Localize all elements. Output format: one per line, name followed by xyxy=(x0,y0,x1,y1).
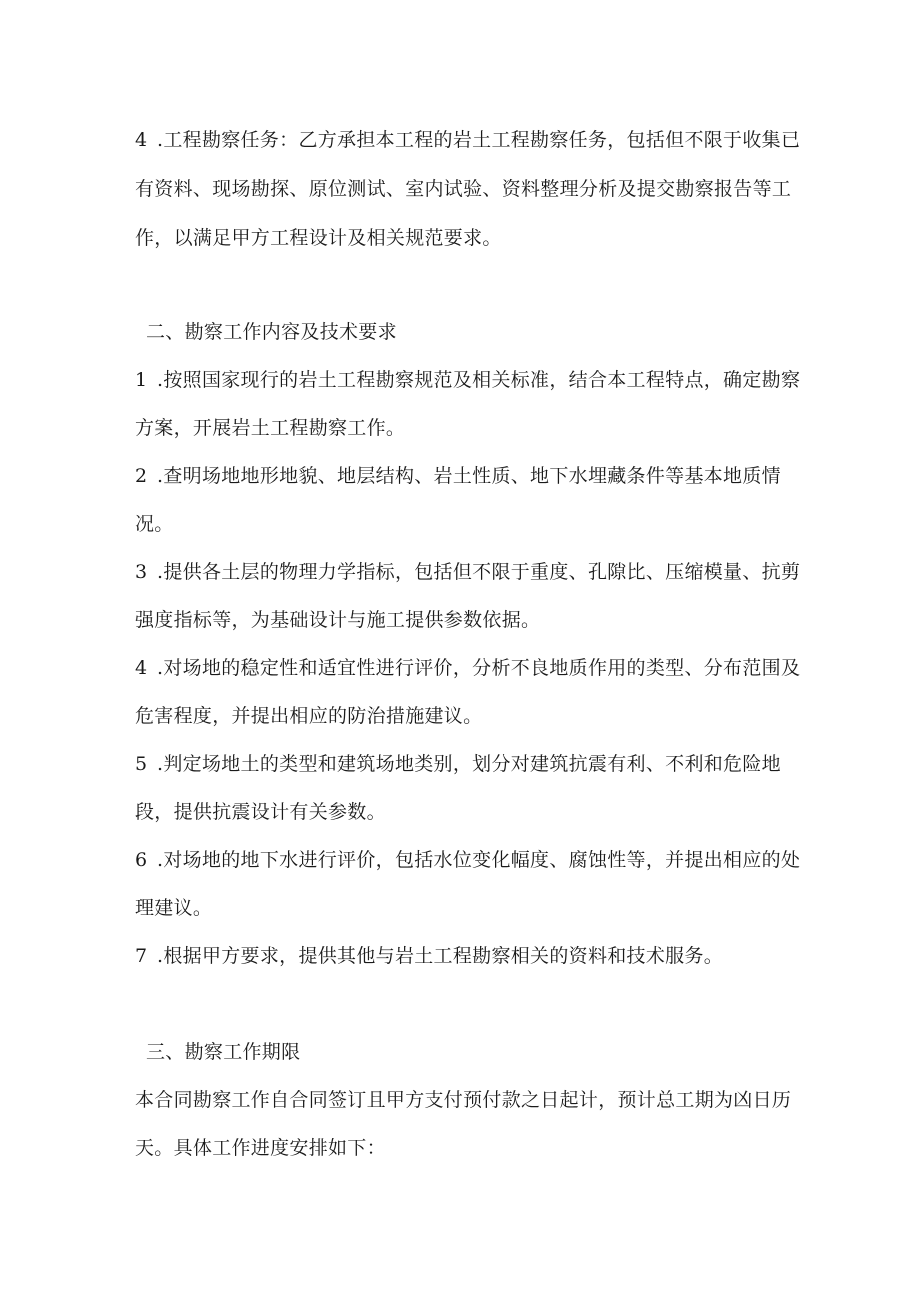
item-number: 7 xyxy=(135,945,148,967)
item-text: 况。 xyxy=(135,513,174,535)
clause-4-line-2 xyxy=(135,177,791,201)
s2-item-4-line-2 xyxy=(135,704,482,728)
item-text: .判定场地土的类型和建筑场地类别，划分对建筑抗震有利、不利和危险地 xyxy=(157,753,781,775)
clause-text: 有资料、现场勘探、原位测试、室内试验、资料整理分析及提交勘察报告等工 xyxy=(135,178,792,200)
s2-item-4-line-1 xyxy=(135,656,800,680)
clause-text: 作，以满足甲方工程设计及相关规范要求。 xyxy=(135,227,502,249)
item-text: .对场地的地下水进行评价，包括水位变化幅度、腐蚀性等，并提出相应的处 xyxy=(157,849,801,871)
s2-item-2-line-2 xyxy=(135,512,174,536)
item-text: 段，提供抗震设计有关参数。 xyxy=(135,801,386,823)
clause-4-line-3 xyxy=(135,226,502,250)
s2-item-3-line-1 xyxy=(135,560,800,584)
item-text: .查明场地地形地貌、地层结构、岩土性质、地下水埋藏条件等基本地质情 xyxy=(157,465,781,487)
s2-item-7-line-1 xyxy=(135,944,723,968)
section-3-heading: 三、勘察工作期限 xyxy=(146,1041,301,1063)
item-text: 危害程度，并提出相应的防治措施建议。 xyxy=(135,705,483,727)
item-text: 强度指标等，为基础设计与施工提供参数依据。 xyxy=(135,609,541,631)
clause-number: 4 xyxy=(135,129,148,151)
s3-paragraph-line-1: 本合同勘察工作自合同签订且甲方支付预付款之日起计，预计总工期为凶日历 xyxy=(135,1089,792,1111)
item-text: .按照国家现行的岩土工程勘察规范及相关标准，结合本工程特点，确定勘察 xyxy=(157,369,801,391)
section-2-heading: 二、勘察工作内容及技术要求 xyxy=(146,321,397,343)
s3-paragraph-line-2: 天。具体工作进度安排如下： xyxy=(135,1137,386,1159)
item-text: 理建议。 xyxy=(135,897,213,919)
s2-item-3-line-2 xyxy=(135,608,540,632)
item-number: 3 xyxy=(135,561,148,583)
s2-item-6-line-1 xyxy=(135,848,800,872)
clause-4-line-1 xyxy=(135,128,800,152)
item-number: 6 xyxy=(135,849,148,871)
item-text: .根据甲方要求，提供其他与岩土工程勘察相关的资料和技术服务。 xyxy=(157,945,724,967)
item-number: 1 xyxy=(135,369,148,391)
s2-item-5-line-1 xyxy=(135,752,781,776)
clause-text: .工程勘察任务：乙方承担本工程的岩土工程勘察任务，包括但不限于收集已 xyxy=(157,129,801,151)
item-number: 4 xyxy=(135,657,148,679)
s2-item-1-line-2 xyxy=(135,416,405,440)
item-number: 2 xyxy=(135,465,148,487)
s2-item-1-line-1 xyxy=(135,368,800,392)
item-text: .对场地的稳定性和适宜性进行评价，分析不良地质作用的类型、分布范围及 xyxy=(157,657,801,679)
s2-item-2-line-1 xyxy=(135,464,781,488)
item-number: 5 xyxy=(135,753,148,775)
item-text: .提供各土层的物理力学指标，包括但不限于重度、孔隙比、压缩模量、抗剪 xyxy=(157,561,801,583)
item-text: 方案，开展岩土工程勘察工作。 xyxy=(135,417,406,439)
s2-item-5-line-2 xyxy=(135,800,386,824)
s2-item-6-line-2 xyxy=(135,896,212,920)
